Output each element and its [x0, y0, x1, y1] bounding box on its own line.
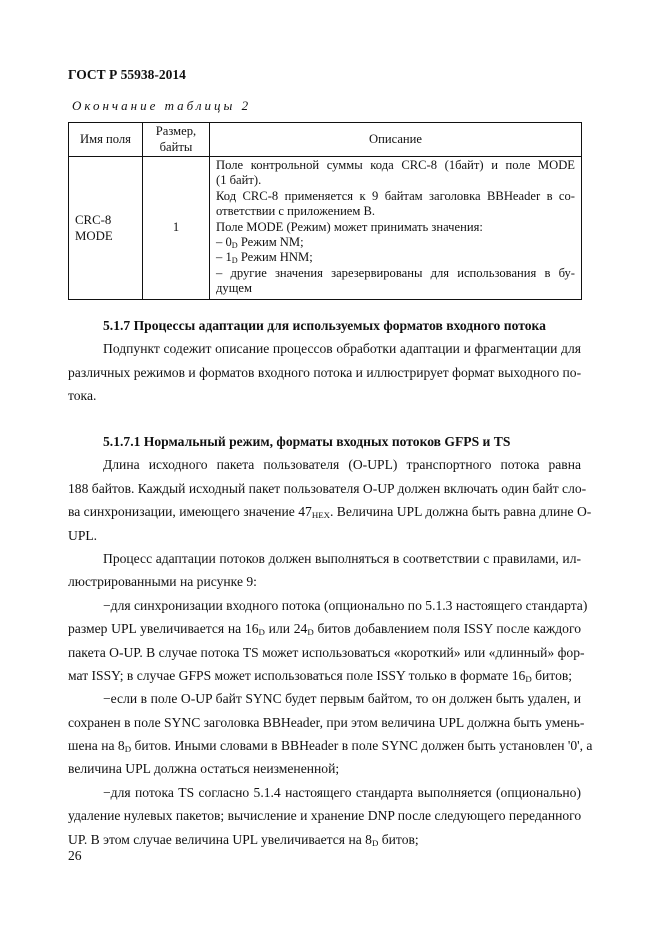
text-line: Длина исходного пакета пользователя (O-UPL) транспортного потока равна [103, 457, 581, 473]
text-line: сохранен в поле SYNC заголовка BBHeader, при этом величина UPL должна быть умень- [68, 714, 585, 730]
column-header-description: Описание [210, 123, 582, 157]
paragraph [68, 453, 592, 547]
description-line: – другие значения зарезервированы для использования в бу- [216, 265, 575, 280]
section-5-1-7-1 [68, 430, 593, 851]
description-line: Поле контрольной суммы кода CRC-8 (1байт) и поле MODE [216, 158, 575, 172]
description-line: Поле MODE (Режим) может принимать значения: [216, 219, 483, 234]
table-row [69, 157, 582, 300]
text-line: UP. В этом случае величина UPL увеличивается на $8_D$ битов; [68, 831, 419, 848]
text-line: −если в поле O-UP байт SYNC будет первым байтом, то он должен быть удален, и [103, 691, 581, 707]
paragraph [68, 687, 593, 781]
document-header: ГОСТ Р 55938-2014 [68, 67, 186, 82]
text-line: 188 байтов. Каждый исходный пакет пользователя O-UP должен включать один байт сло- [68, 480, 587, 496]
text-line: UPL. [68, 527, 98, 543]
text-line: величина UPL должна остаться неизмененной; [68, 761, 340, 777]
text-line: −для потока TS согласно 5.1.4 настоящего стандарта выполняется (опционально) [103, 784, 581, 800]
description-line: ответствии с приложением B. [216, 204, 376, 219]
text-line: ва синхронизации, имеющего значение $47_{HEX}$. Величина UPL должна быть равна длине O- [68, 504, 592, 521]
paragraph [68, 594, 588, 688]
description-line: (1 байт). [216, 173, 262, 188]
section-heading: 5.1.7 Процессы адаптации для используемых форматов входного потока [103, 318, 546, 333]
text-line: шена на $8_D$ битов. Иными словами в BBHeader в поле SYNC должен быть установлен '0', а [68, 738, 593, 755]
description-line: – $0_D$ Режим NM; [216, 235, 304, 251]
text-line: люстрированными на рисунке 9: [68, 574, 257, 590]
section-5-1-7 [68, 314, 581, 408]
description-line: – $1_D$ Режим HNM; [216, 250, 313, 266]
section-heading: 5.1.7.1 Нормальный режим, форматы входных потоков GFPS и TS [103, 434, 511, 449]
column-header-field-name: Имя поля [69, 123, 143, 157]
description-line: дущем [216, 281, 252, 296]
text-line: −для синхронизации входного потока (опционально по 5.1.3 настоящего стандарта) [103, 597, 588, 613]
cell-field-name: CRC-8 MODE [69, 157, 143, 300]
text-line: мат ISSY; в случае GFPS может использоваться поле ISSY только в формате $16_D$ битов; [68, 667, 573, 684]
paragraph [68, 781, 581, 851]
cell-description [210, 157, 582, 300]
text-line: пакета O-UP. В случае потока TS может использоваться «короткий» или «длинный» фор- [68, 644, 585, 660]
table-header-row [69, 123, 582, 157]
text-line: различных режимов и форматов входного потока и иллюстрирует формат выходного по- [68, 364, 582, 380]
text-line: Процесс адаптации потоков должен выполняться в соответствии с правилами, ил- [103, 550, 581, 566]
cell-size: 1 [143, 157, 210, 300]
text-line: удаление нулевых пакетов; вычисление и хранение DNP после следующего переданного [68, 808, 582, 824]
fields-table [68, 122, 582, 300]
table-caption: Окончание таблицы 2 [72, 98, 252, 113]
description-line: Код CRC-8 применяется к 9 байтам заголовка BBHeader в со- [216, 188, 575, 203]
text-line: Подпункт содежит описание процессов обработки адаптации и фрагментации для [103, 341, 581, 357]
paragraph [68, 547, 581, 594]
text-line: размер UPL увеличивается на $16_D$ или $24_D$ битов добавлением поля ISSY после каждого [68, 621, 581, 638]
text-line: тока. [68, 388, 97, 404]
column-header-size: Размер, байты [143, 123, 210, 157]
page-number: 26 [68, 848, 82, 863]
